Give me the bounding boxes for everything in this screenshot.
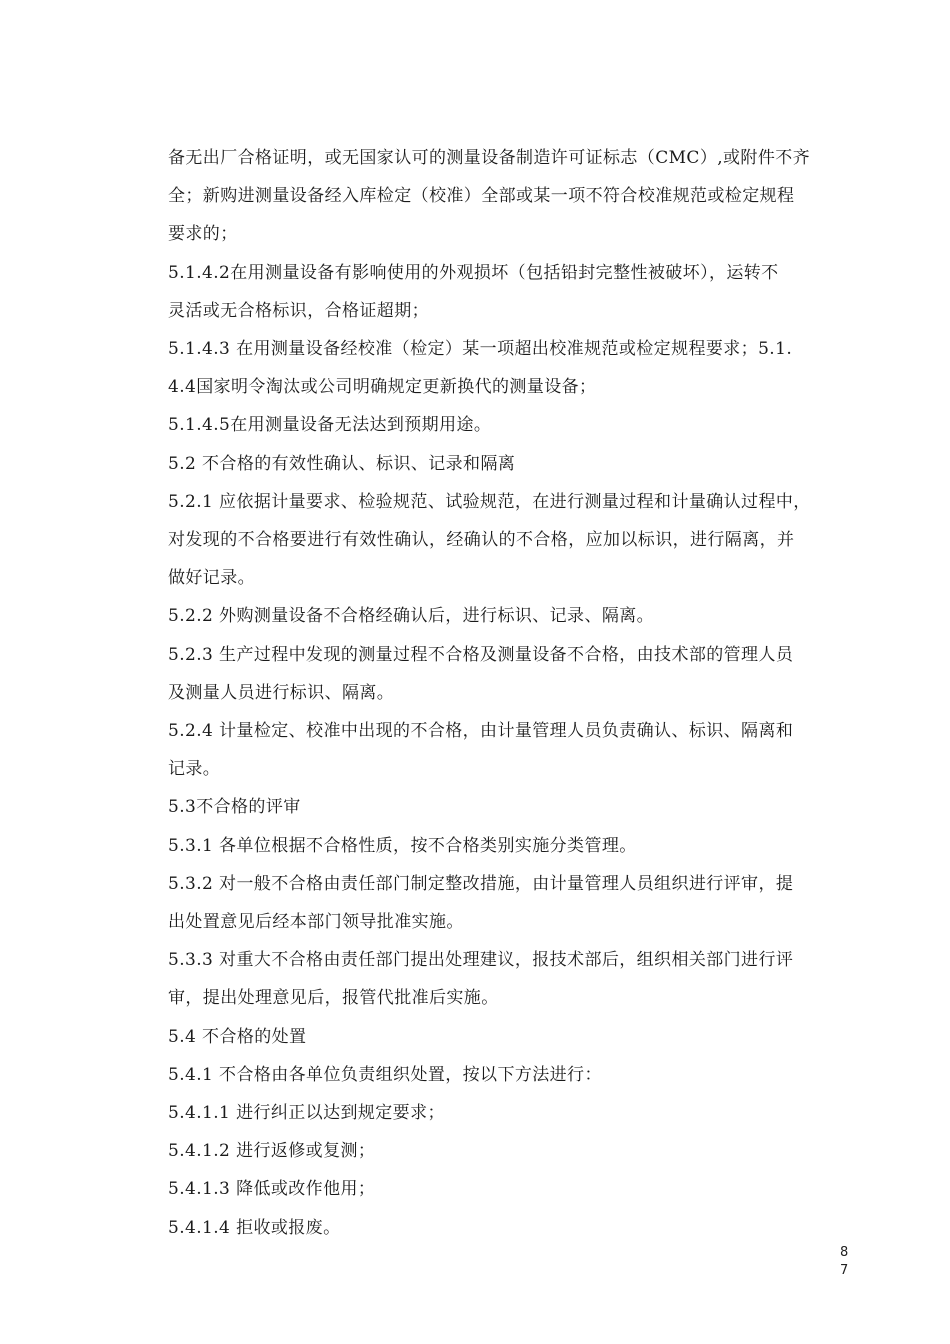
text-line: 5.4.1.3 降低或改作他用；	[168, 1179, 376, 1199]
text-line: 5.4.1.2 进行返修或复测；	[168, 1141, 376, 1161]
text-line: 要求的；	[168, 224, 238, 244]
page-number-bottom: 7	[840, 1263, 849, 1278]
text-line: 5.1.4.3 在用测量设备经校准（检定）某一项超出校准规范或检定规程要求；5.1.	[168, 339, 793, 359]
text-line: 全；新购进测量设备经入库检定（校准）全部或某一项不符合校准规范或检定规程	[168, 186, 795, 206]
text-line: 5.2 不合格的有效性确认、标识、记录和隔离	[168, 454, 516, 474]
text-line: 5.4.1.4 拒收或报废。	[168, 1218, 341, 1238]
text-line: 5.1.4.2在用测量设备有影响使用的外观损坏（包括铅封完整性被破坏），运转不	[168, 263, 779, 283]
text-line: 及测量人员进行标识、隔离。	[168, 683, 395, 703]
text-line: 审，提出处理意见后，报管代批准后实施。	[168, 988, 499, 1008]
text-line: 5.1.4.5在用测量设备无法达到预期用途。	[168, 415, 492, 435]
text-line: 5.2.2 外购测量设备不合格经确认后，进行标识、记录、隔离。	[168, 606, 655, 626]
text-line: 记录。	[168, 759, 221, 779]
text-line: 灵活或无合格标识，合格证超期；	[168, 301, 429, 321]
text-line: 5.3.1 各单位根据不合格性质，按不合格类别实施分类管理。	[168, 836, 637, 856]
text-line: 5.3不合格的评审	[168, 797, 301, 817]
text-line: 备无出厂合格证明，或无国家认可的测量设备制造许可证标志（CMC）,或附件不齐	[168, 148, 811, 168]
text-line: 出处置意见后经本部门领导批准实施。	[168, 912, 464, 932]
text-line: 5.2.4 计量检定、校准中出现的不合格，由计量管理人员负责确认、标识、隔离和	[168, 721, 794, 741]
text-line: 5.4.1 不合格由各单位负责组织处置，按以下方法进行：	[168, 1065, 602, 1085]
text-line: 对发现的不合格要进行有效性确认，经确认的不合格，应加以标识，进行隔离，并	[168, 530, 795, 550]
text-line: 4.4国家明令淘汰或公司明确规定更新换代的测量设备；	[168, 377, 597, 397]
text-line: 做好记录。	[168, 568, 255, 588]
text-line: 5.2.1 应依据计量要求、检验规范、试验规范，在进行测量过程和计量确认过程中，	[168, 492, 811, 512]
text-line: 5.4 不合格的处置	[168, 1027, 307, 1047]
text-line: 5.3.2 对一般不合格由责任部门制定整改措施，由计量管理人员组织进行评审，提	[168, 874, 794, 894]
page-number-top: 8	[840, 1245, 849, 1260]
text-line: 5.2.3 生产过程中发现的测量过程不合格及测量设备不合格，由技术部的管理人员	[168, 645, 794, 665]
text-line: 5.3.3 对重大不合格由责任部门提出处理建议，报技术部后，组织相关部门进行评	[168, 950, 794, 970]
text-line: 5.4.1.1 进行纠正以达到规定要求；	[168, 1103, 445, 1123]
